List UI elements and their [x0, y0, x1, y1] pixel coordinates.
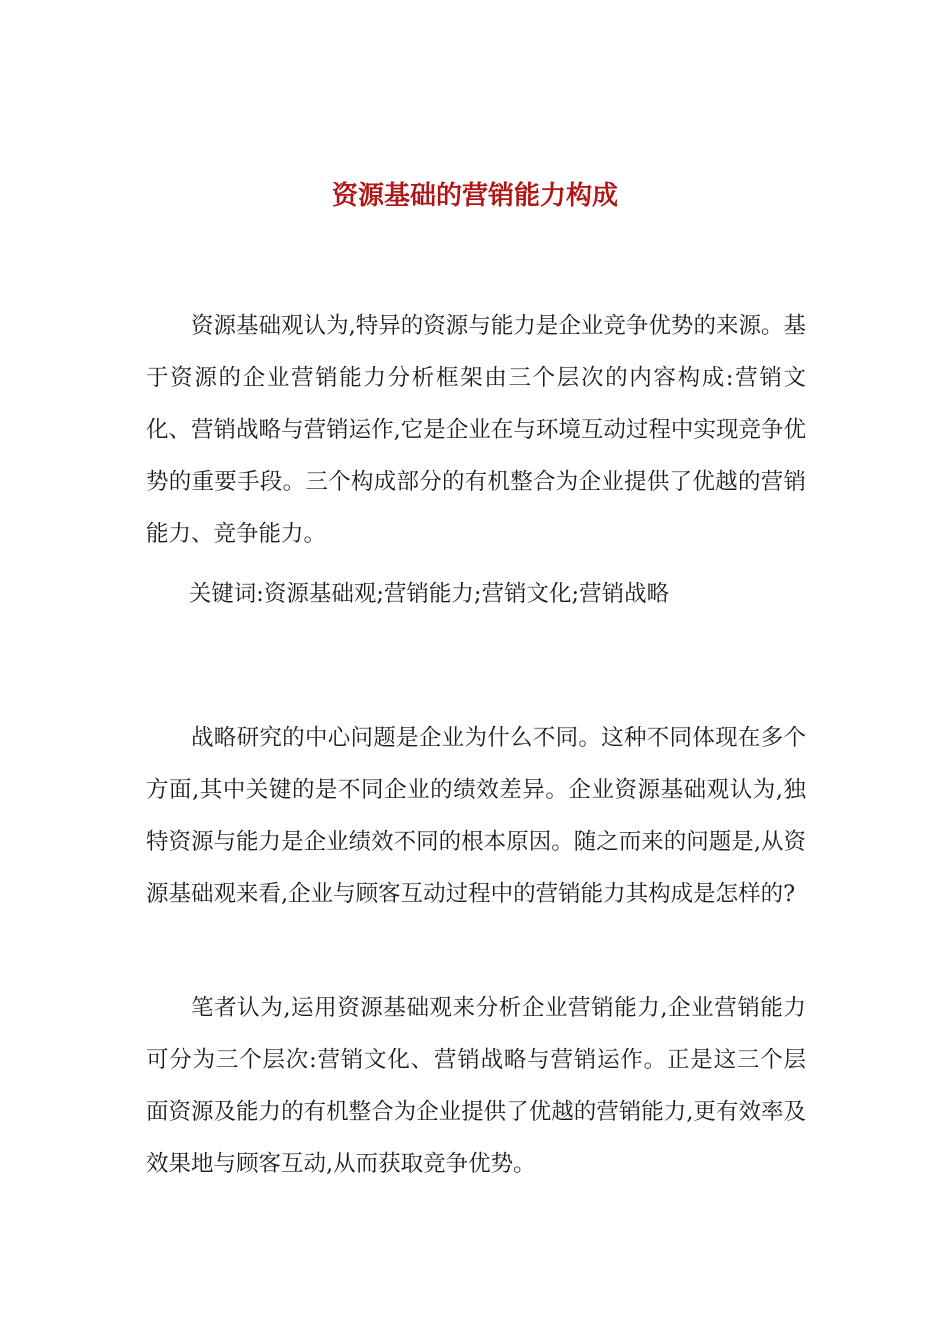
keywords-label: 关键词:	[188, 581, 264, 607]
body-paragraph-1: 战略研究的中心问题是企业为什么不同。这种不同体现在多个方面,其中关键的是不同企业的绩效差异。企业资源基础观认为,独特资源与能力是企业绩效不同的根本原因。随之而来的问题是,从资源基础观来看,企业与顾客互动过程中的营销能力其构成是怎样的?	[146, 725, 806, 907]
document-title: 资源基础的营销能力构成	[331, 181, 618, 211]
keywords-text: 资源基础观;营销能力;营销文化;营销战略	[263, 581, 670, 607]
keywords-line	[146, 568, 806, 620]
abstract-paragraph: 资源基础观认为,特异的资源与能力是企业竞争优势的来源。基于资源的企业营销能力分析框架由三个层次的内容构成:营销文化、营销战略与营销运作,它是企业在与环境互动过程中实现竞争优势的重要手段。三个构成部分的有机整合为企业提供了优越的营销能力、竞争能力。	[146, 313, 806, 547]
body-paragraph-2: 笔者认为,运用资源基础观来分析企业营销能力,企业营销能力可分为三个层次:营销文化、营销战略与营销运作。正是这三个层面资源及能力的有机整合为企业提供了优越的营销能力,更有效率及效果地与顾客互动,从而获取竞争优势。	[146, 995, 806, 1177]
